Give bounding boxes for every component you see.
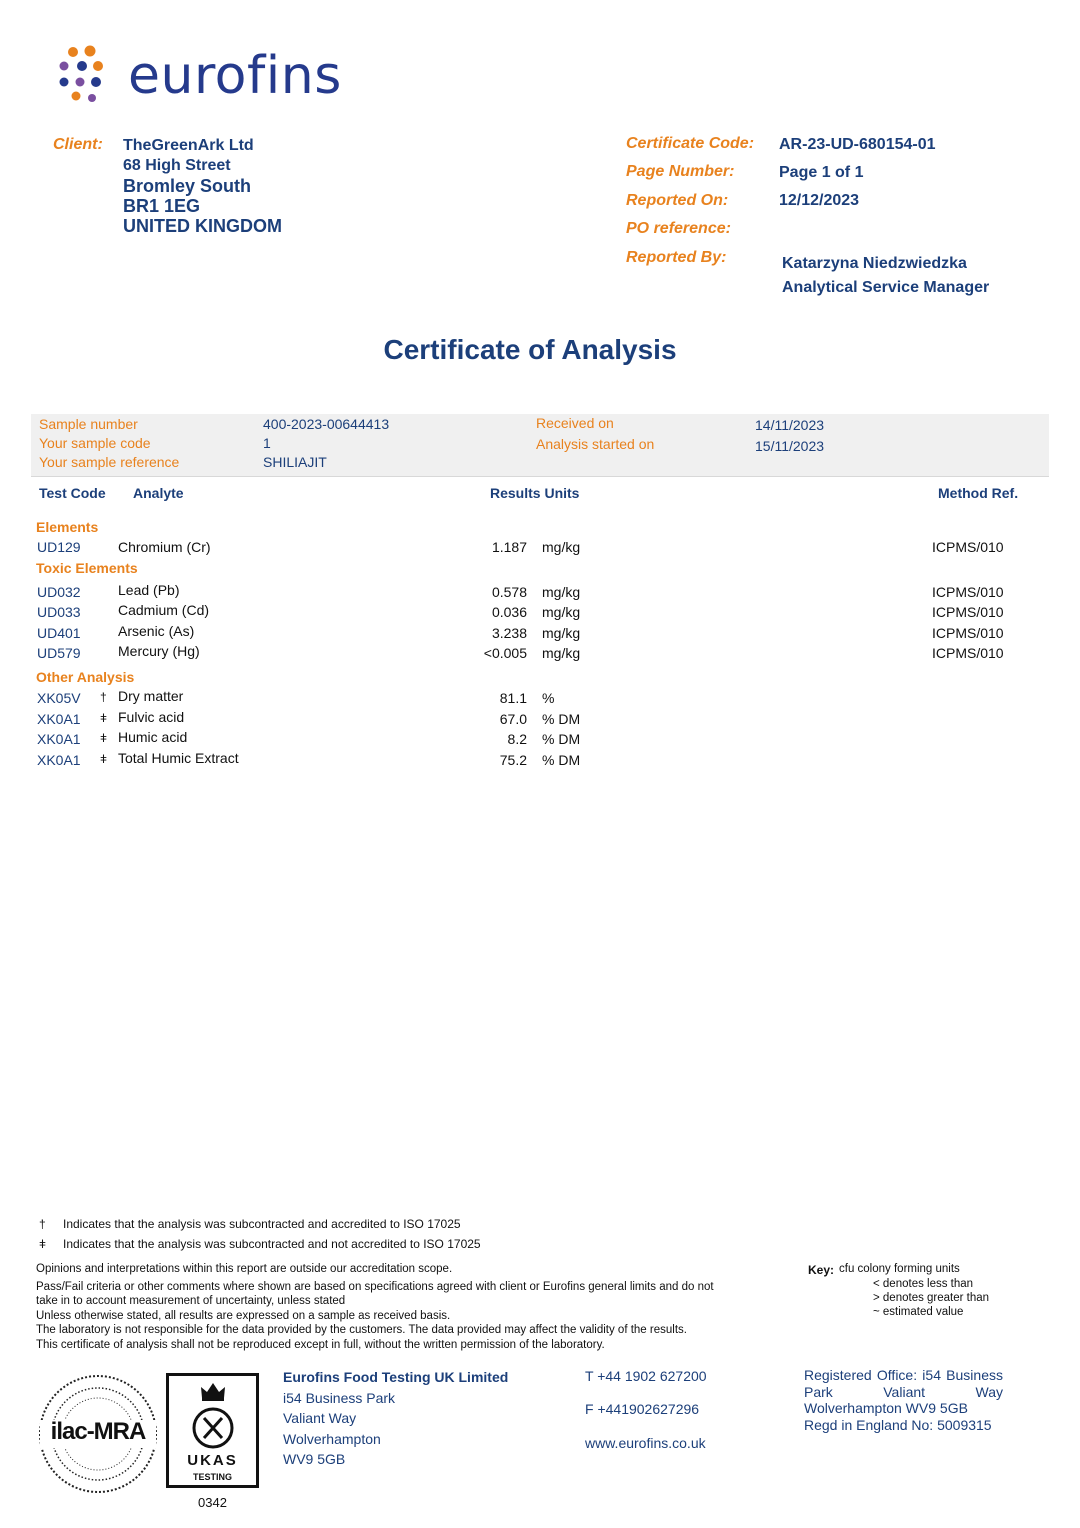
analysis-started-label: Analysis started on — [536, 436, 655, 452]
header-results-units: Results Units — [490, 485, 580, 501]
table-row — [0, 604, 1080, 624]
ukas-testing-text: TESTING — [192, 1472, 232, 1482]
method-ref: ICPMS/010 — [932, 645, 1004, 661]
method-ref: ICPMS/010 — [932, 604, 1004, 620]
ukas-text: UKAS — [187, 1452, 238, 1469]
disclaimer-line: Pass/Fail criteria or other comments where shown are based on specifications agreed with client or Eurofins general limits and do not — [36, 1280, 714, 1293]
disclaimer-line: Unless otherwise stated, all results are expressed on a sample as received basis. — [36, 1309, 451, 1322]
test-code: XK0A1 — [37, 752, 81, 768]
sample-reference-label: Your sample reference — [39, 454, 180, 470]
result-value: <0.005 — [483, 645, 527, 661]
registration-number: Regd in England No: 5009315 — [804, 1416, 992, 1433]
double-dagger-mark: ǂ — [100, 731, 108, 745]
ilac-mra-logo — [36, 1372, 160, 1496]
page-number: Page 1 of 1 — [779, 164, 864, 181]
method-ref: ICPMS/010 — [932, 625, 1004, 641]
analysis-started-date: 15/11/2023 — [755, 438, 825, 454]
registered-office — [804, 1367, 1003, 1433]
key-estimated: ~ estimated value — [873, 1306, 964, 1318]
key-less-than: < denotes less than — [873, 1278, 974, 1290]
company-fax: F +441902627296 — [585, 1401, 700, 1417]
sample-code: 1 — [263, 435, 271, 451]
analyte: Total Humic Extract — [118, 750, 239, 766]
disclaimer — [36, 1262, 796, 1352]
analyte: Fulvic acid — [118, 709, 185, 725]
result-value: 3.238 — [491, 625, 527, 641]
po-reference-label: PO reference: — [626, 220, 731, 237]
table-row — [0, 625, 1080, 645]
result-unit: % DM — [542, 731, 581, 747]
page-title: Certificate of Analysis — [383, 334, 677, 365]
double-dagger-mark: ǂ — [100, 711, 108, 725]
registered-office-address: Registered Office: i54 Business Park Valiant Way Wolverhampton WV9 5GB — [804, 1367, 1003, 1416]
reported-by-title: Analytical Service Manager — [782, 279, 990, 296]
key-label: Key: — [808, 1263, 835, 1277]
company-phone: T +44 1902 627200 — [585, 1368, 707, 1384]
test-code: XK0A1 — [37, 731, 81, 747]
sample-reference: SHILIAJIT — [263, 454, 327, 470]
crown-icon — [199, 1380, 227, 1402]
disclaimer-line: This certificate of analysis shall not be reproduced except in full, without the written permission of the laboratory. — [36, 1338, 605, 1351]
company-address-line: WV9 5GB — [283, 1451, 346, 1467]
disclaimer-line: Opinions and interpretations within this report are outside our accreditation scope. — [36, 1263, 453, 1275]
result-unit: % — [542, 690, 555, 706]
test-code: UD579 — [37, 645, 81, 661]
disclaimer-line: take in to account measurement of uncertainty, unless stated — [36, 1295, 346, 1307]
table-row — [0, 645, 1080, 665]
result-value: 0.578 — [491, 584, 527, 600]
test-code: XK05V — [37, 690, 81, 706]
footnote-double-dagger-symbol: ǂ — [39, 1237, 47, 1251]
footnote-dagger-symbol: † — [39, 1217, 46, 1231]
eurofins-wordmark: eurofins — [128, 46, 342, 106]
analyte: Chromium (Cr) — [118, 539, 211, 555]
test-code: UD401 — [37, 625, 81, 641]
table-row — [0, 711, 1080, 731]
company-address-line: i54 Business Park — [283, 1389, 396, 1406]
result-unit: mg/kg — [542, 604, 581, 620]
table-row — [0, 752, 1080, 772]
result-value: 1.187 — [491, 539, 527, 555]
sample-number-label: Sample number — [39, 416, 138, 432]
test-code: UD129 — [37, 539, 81, 555]
certificate-code: AR-23-UD-680154-01 — [779, 136, 936, 153]
disclaimer-line: The laboratory is not responsible for the data provided by the customers. The data provided may affect the validity of the results. — [36, 1324, 687, 1336]
eurofins-dots-icon — [56, 44, 126, 104]
section-elements: Elements — [36, 519, 99, 535]
result-value: 81.1 — [499, 690, 527, 706]
footnote-dagger-text: Indicates that the analysis was subcontracted and accredited to ISO 17025 — [63, 1217, 461, 1231]
result-value: 0.036 — [491, 604, 527, 620]
ukas-tick-icon — [191, 1406, 235, 1450]
company-name: Eurofins Food Testing UK Limited — [283, 1369, 509, 1385]
company-address-line: Valiant Way — [283, 1410, 357, 1426]
reported-on-label: Reported On: — [626, 192, 729, 209]
result-unit: mg/kg — [542, 625, 581, 641]
ukas-number: 0342 — [198, 1495, 227, 1510]
company-address-line: Wolverhampton — [283, 1430, 381, 1447]
client-country: UNITED KINGDOM — [123, 216, 282, 236]
result-value: 8.2 — [507, 731, 527, 747]
header-analyte: Analyte — [133, 485, 184, 501]
sample-info-panel — [31, 414, 1049, 477]
analyte: Cadmium (Cd) — [118, 602, 210, 618]
section-other-analysis: Other Analysis — [36, 669, 135, 685]
header-method-ref: Method Ref. — [938, 485, 1019, 501]
result-value: 75.2 — [499, 752, 527, 768]
result-unit: mg/kg — [542, 539, 581, 555]
ukas-logo — [166, 1373, 259, 1488]
analyte: Humic acid — [118, 729, 188, 745]
client-name: TheGreenArk Ltd — [123, 137, 254, 154]
result-unit: % DM — [542, 711, 581, 727]
result-value: 67.0 — [499, 711, 527, 727]
table-row — [0, 690, 1080, 710]
test-code: XK0A1 — [37, 711, 81, 727]
result-unit: mg/kg — [542, 584, 581, 600]
client-town: Bromley South — [123, 176, 252, 196]
analyte: Dry matter — [118, 688, 184, 704]
reported-by-name: Katarzyna Niedzwiedzka — [782, 255, 967, 272]
table-row — [0, 584, 1080, 604]
client-label: Client: — [53, 136, 103, 153]
client-street: 68 High Street — [123, 157, 231, 174]
certificate-code-label: Certificate Code: — [626, 135, 755, 152]
sample-number: 400-2023-00644413 — [263, 416, 390, 432]
table-row — [0, 731, 1080, 751]
analyte: Mercury (Hg) — [118, 643, 200, 659]
sample-code-label: Your sample code — [39, 435, 151, 451]
method-ref: ICPMS/010 — [932, 539, 1004, 555]
method-ref: ICPMS/010 — [932, 584, 1004, 600]
key-greater-than: > denotes greater than — [873, 1292, 990, 1304]
reported-by-label: Reported By: — [626, 249, 727, 266]
test-code: UD033 — [37, 604, 81, 620]
section-toxic-elements: Toxic Elements — [36, 560, 138, 576]
header-test-code: Test Code — [39, 485, 106, 501]
result-unit: % DM — [542, 752, 581, 768]
analyte: Lead (Pb) — [118, 582, 180, 598]
eurofins-logo — [56, 44, 126, 104]
client-postcode: BR1 1EG — [123, 196, 201, 216]
company-website[interactable]: www.eurofins.co.uk — [585, 1435, 706, 1451]
company-block — [283, 1367, 508, 1470]
key-cfu: cfu colony forming units — [839, 1263, 960, 1275]
result-unit: mg/kg — [542, 645, 581, 661]
received-date: 14/11/2023 — [755, 417, 825, 433]
table-row — [0, 539, 1080, 559]
page-number-label: Page Number: — [626, 163, 735, 180]
analyte: Arsenic (As) — [118, 623, 195, 639]
dagger-mark: † — [100, 690, 107, 704]
client-address — [123, 136, 282, 236]
test-code: UD032 — [37, 584, 81, 600]
reported-on: 12/12/2023 — [779, 192, 860, 209]
received-label: Received on — [536, 415, 614, 431]
footnote-double-dagger-text: Indicates that the analysis was subcontracted and not accredited to ISO 17025 — [63, 1237, 481, 1251]
ilac-mra-text: ilac-MRA — [50, 1418, 146, 1445]
double-dagger-mark: ǂ — [100, 752, 108, 766]
